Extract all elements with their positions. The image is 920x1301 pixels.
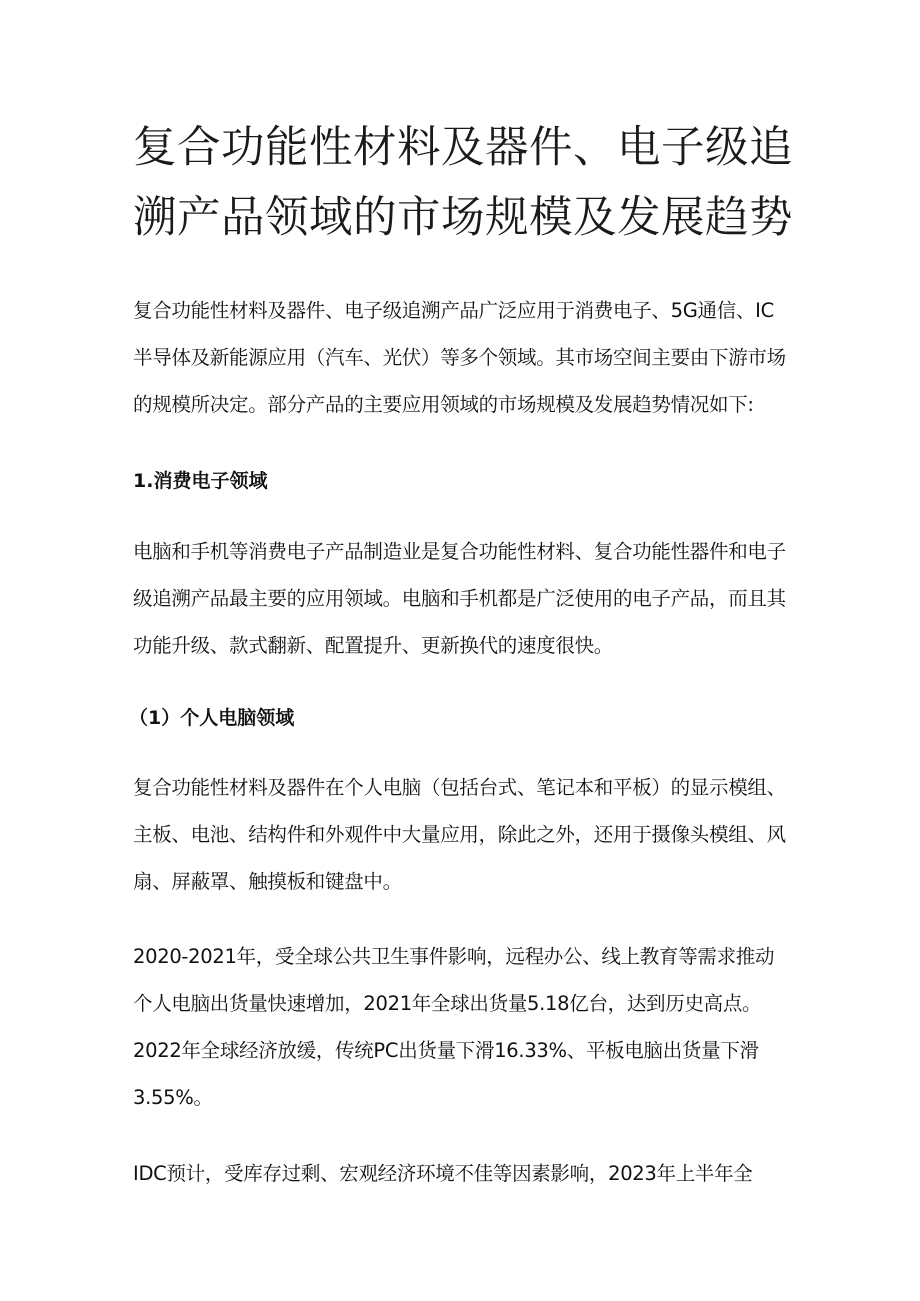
section-heading-consumer-electronics: 1.消费电子领域 <box>133 470 268 492</box>
pc-paragraph-applications: 复合功能性材料及器件在个人电脑（包括台式、笔记本和平板）的显示模组、主板、电池、结构件和外观件中大量应用，除此之外，还用于摄像头模组、风扇、屏蔽罩、触摸板和键盘中。 <box>133 776 786 893</box>
section-consumer-electronics-paragraph: 电脑和手机等消费电子产品制造业是复合功能性材料、复合功能性器件和电子级追溯产品最主要的应用领域。电脑和手机都是广泛使用的电子产品，而且其功能升级、款式翻新、配置提升、更新换代的速度很快。 <box>133 540 786 657</box>
subsection-heading-personal-computer: （1）个人电脑领域 <box>129 707 295 729</box>
intro-paragraph: 复合功能性材料及器件、电子级追溯产品广泛应用于消费电子、5G通信、IC半导体及新能源应用（汽车、光伏）等多个领域。其市场空间主要由下游市场的规模所决定。部分产品的主要应用领域的市场规模及发展趋势情况如下: <box>133 299 786 416</box>
pc-paragraph-idc-forecast: IDC预计，受库存过剩、宏观经济环境不佳等因素影响，2023年上半年全 <box>133 1162 753 1185</box>
pc-paragraph-shipments: 2020-2021年，受全球公共卫生事件影响，远程办公、线上教育等需求推动个人电脑出货量快速增加，2021年全球出货量5.18亿台，达到历史高点。2022年全球经济放缓，传统PC出货量下滑16.33%、平板电脑出货量下滑3.55%。 <box>133 945 775 1109</box>
document-title: 复合功能性材料及器件、电子级追溯产品领域的市场规模及发展趋势 <box>133 123 793 243</box>
